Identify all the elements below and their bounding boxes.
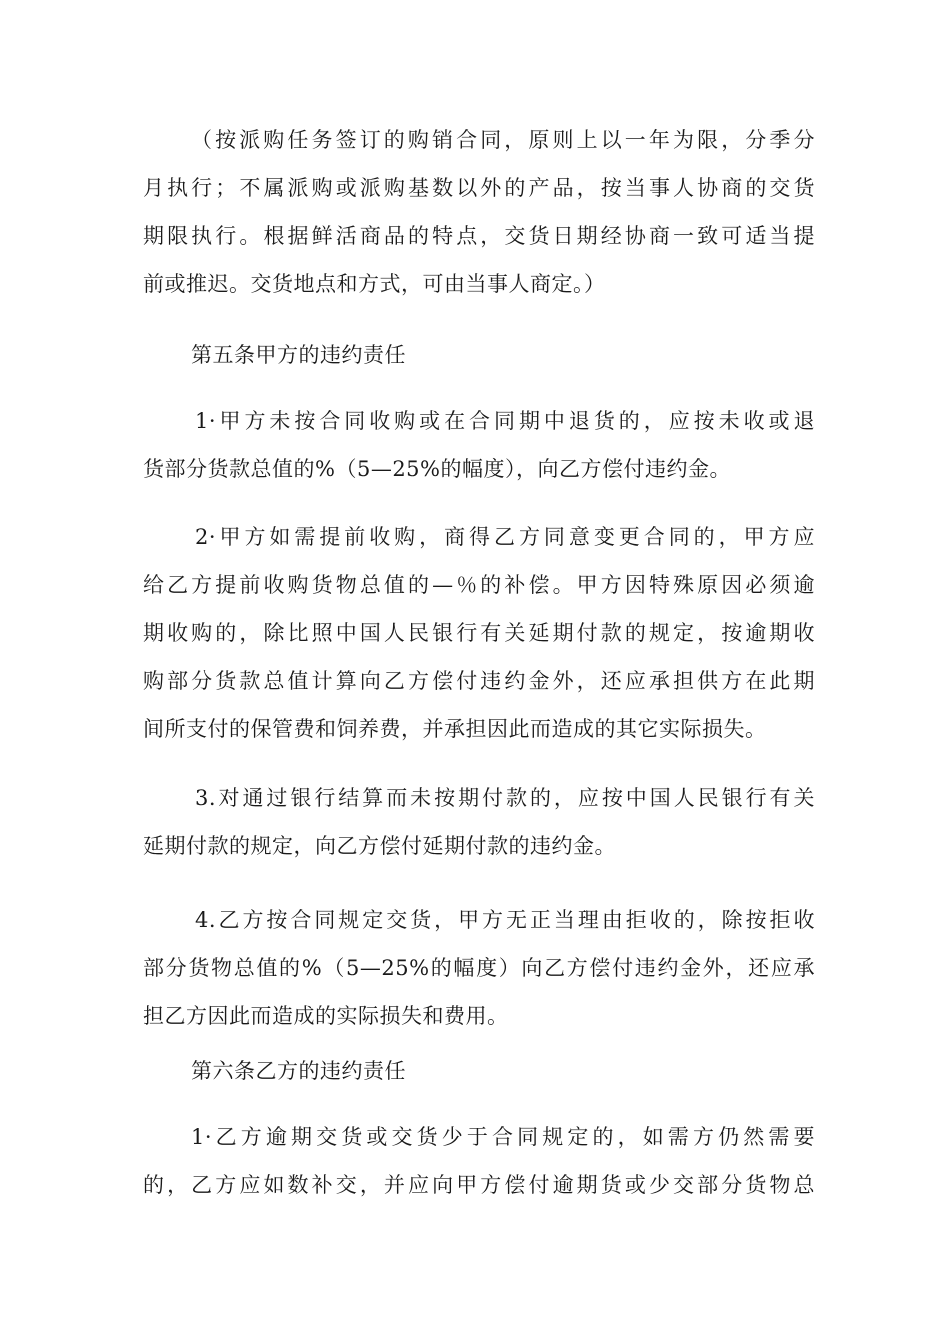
paragraph-article-5-item-2 <box>143 513 815 753</box>
text-line: 月执行；不属派购或派购基数以外的产品，按当事人协商的交货 <box>143 176 815 200</box>
article-heading: 第五条甲方的违约责任 <box>191 343 406 367</box>
text-line: 间所支付的保管费和饲养费，并承担因此而造成的其它实际损失。 <box>143 717 767 741</box>
paragraph-article-5-item-1 <box>143 397 815 493</box>
heading-article-6 <box>143 1047 815 1095</box>
text-line: 4.乙方按合同规定交货，甲方无正当理由拒收的，除按拒收 <box>195 908 815 932</box>
text-line: 2·甲方如需提前收购，商得乙方同意变更合同的，甲方应 <box>195 525 815 549</box>
text-line: 1·乙方逾期交货或交货少于合同规定的，如需方仍然需要 <box>191 1125 815 1149</box>
text-line: 前或推迟。交货地点和方式，可由当事人商定。） <box>143 272 606 296</box>
text-line: 期收购的，除比照中国人民银行有关延期付款的规定，按逾期收 <box>143 621 815 645</box>
text-line: 期限执行。根据鲜活商品的特点，交货日期经协商一致可适当提 <box>143 224 815 248</box>
text-line: 货部分货款总值的%（5—25%的幅度），向乙方偿付违约金。 <box>143 457 731 481</box>
text-line: 的，乙方应如数补交，并应向甲方偿付逾期货或少交部分货物总 <box>143 1173 815 1197</box>
paragraph-article-5-item-4 <box>143 896 815 1040</box>
paragraph-delivery-terms <box>143 116 815 308</box>
text-line: 1·甲方未按合同收购或在合同期中退货的，应按未收或退 <box>195 409 815 433</box>
heading-article-5 <box>143 331 815 379</box>
text-line: 购部分货款总值计算向乙方偿付违约金外，还应承担供方在此期 <box>143 669 815 693</box>
text-line: （按派购任务签订的购销合同，原则上以一年为限，分季分 <box>191 128 815 152</box>
paragraph-article-6-item-1 <box>143 1113 815 1209</box>
paragraph-article-5-item-3 <box>143 774 815 870</box>
text-line: 给乙方提前收购货物总值的—％的补偿。甲方因特殊原因必须逾 <box>143 573 815 597</box>
text-line: 3.对通过银行结算而未按期付款的，应按中国人民银行有关 <box>195 786 815 810</box>
text-line: 担乙方因此而造成的实际损失和费用。 <box>143 1004 509 1028</box>
text-line: 延期付款的规定，向乙方偿付延期付款的违约金。 <box>143 834 616 858</box>
text-line: 部分货物总值的%（5—25%的幅度）向乙方偿付违约金外，还应承 <box>143 956 815 980</box>
article-heading: 第六条乙方的违约责任 <box>191 1059 406 1083</box>
